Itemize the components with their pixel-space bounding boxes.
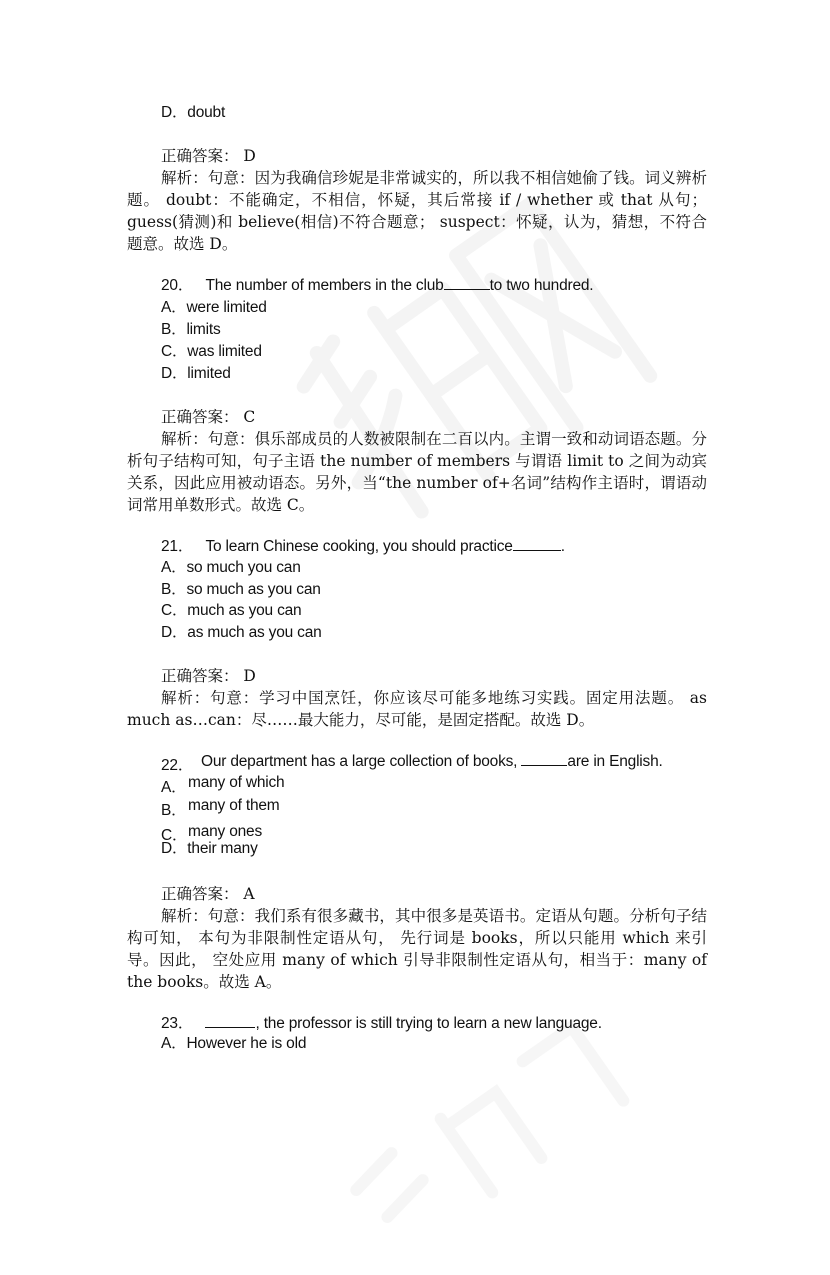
q22-option-a-text: many of which — [188, 774, 285, 791]
q20-option-c: C．was limited — [161, 343, 262, 360]
q20-stem — [161, 276, 593, 296]
q23-stem-after: , the professor is still trying to learn a new language. — [255, 1015, 602, 1032]
q20-stem-before: The number of members in the club — [205, 277, 444, 294]
q21-stem-before: To learn Chinese cooking, you should practice — [205, 538, 513, 555]
q21-stem-after: . — [560, 538, 565, 555]
q22-answer-block — [127, 883, 707, 993]
q22-analysis: 解析：句意：我们系有很多藏书，其中很多是英语书。定语从句题。分析句子结构可知， 本句为非限制性定语从句， 先行词是 books，所以只能用 which 来引导。因此， 空处应用 many of which 引导非限制性定语从句，相当于：many of the books。故选 A。 — [127, 907, 707, 991]
q22-option-a-letter: A． — [161, 779, 187, 796]
prev-answer: 正确答案： D — [161, 147, 256, 165]
q22-stem-before: Our department has a large collection of books, — [201, 753, 518, 770]
q21-option-b: B．so much as you can — [161, 581, 321, 598]
q20-answer-block — [127, 406, 707, 516]
prev-analysis: 解析：句意：因为我确信珍妮是非常诚实的，所以我不相信她偷了钱。词义辨析题。 doubt：不能确定，不相信，怀疑，其后常接 if / whether 或 that 从句；guess(猜测)和 believe(相信)不符合题意； suspect：怀疑，认为，猜想，不符合题意。故选 D。 — [127, 169, 707, 253]
q22-number: 22． — [161, 757, 194, 774]
q20-stem-after: to two hundred. — [489, 277, 594, 294]
q21-stem — [161, 537, 565, 557]
q21-number: 21． — [161, 538, 194, 555]
q21-option-c: C．much as you can — [161, 602, 302, 619]
q21-blank — [513, 550, 561, 551]
q21-option-d: D．as much as you can — [161, 624, 322, 641]
q20-analysis: 解析：句意：俱乐部成员的人数被限制在二百以内。主谓一致和动词语态题。分析句子结构可知，句子主语 the number of members 与谓语 limit to 之间为动宾关系，因此应用被动语态。另外，当“the number of+名词”结构作主语时，谓语动词常用单数形式。故选 C。 — [127, 430, 707, 514]
q22-option-c-text: many ones — [188, 823, 263, 840]
q20-option-d: D．limited — [161, 365, 231, 382]
q23-number: 23． — [161, 1015, 194, 1032]
q22-stem — [201, 752, 663, 772]
prev-answer-block — [127, 145, 707, 255]
q20-blank — [444, 289, 490, 290]
q22-stem-after: are in English. — [567, 753, 663, 770]
watermark-logo-bottom — [323, 1005, 638, 1275]
q22-option-b-letter: B． — [161, 802, 187, 819]
q20-answer: 正确答案： C — [161, 408, 256, 426]
q22-option-c-letter: C． — [161, 827, 188, 844]
q20-number: 20． — [161, 277, 194, 294]
q21-analysis: 解析：句意：学习中国烹饪，你应该尽可能多地练习实践。固定用法题。 as much as…can：尽……最大能力，尽可能，是固定搭配。故选 D。 — [127, 689, 707, 729]
q22-option-b-text: many of them — [188, 797, 280, 814]
q20-option-b: B．limits — [161, 321, 221, 338]
q23-stem — [161, 1014, 602, 1034]
q20-option-a: A．were limited — [161, 299, 267, 316]
q22-answer: 正确答案： A — [161, 885, 255, 903]
q21-answer: 正确答案： D — [161, 667, 256, 685]
q22-blank — [521, 765, 567, 766]
q21-answer-block — [127, 665, 707, 731]
q23-option-a: A．However he is old — [161, 1035, 307, 1052]
prev-option-d: D．doubt — [161, 104, 226, 121]
q21-option-a: A．so much you can — [161, 559, 301, 576]
q23-blank — [205, 1027, 255, 1028]
q22-option-d: D．their many — [161, 840, 258, 857]
